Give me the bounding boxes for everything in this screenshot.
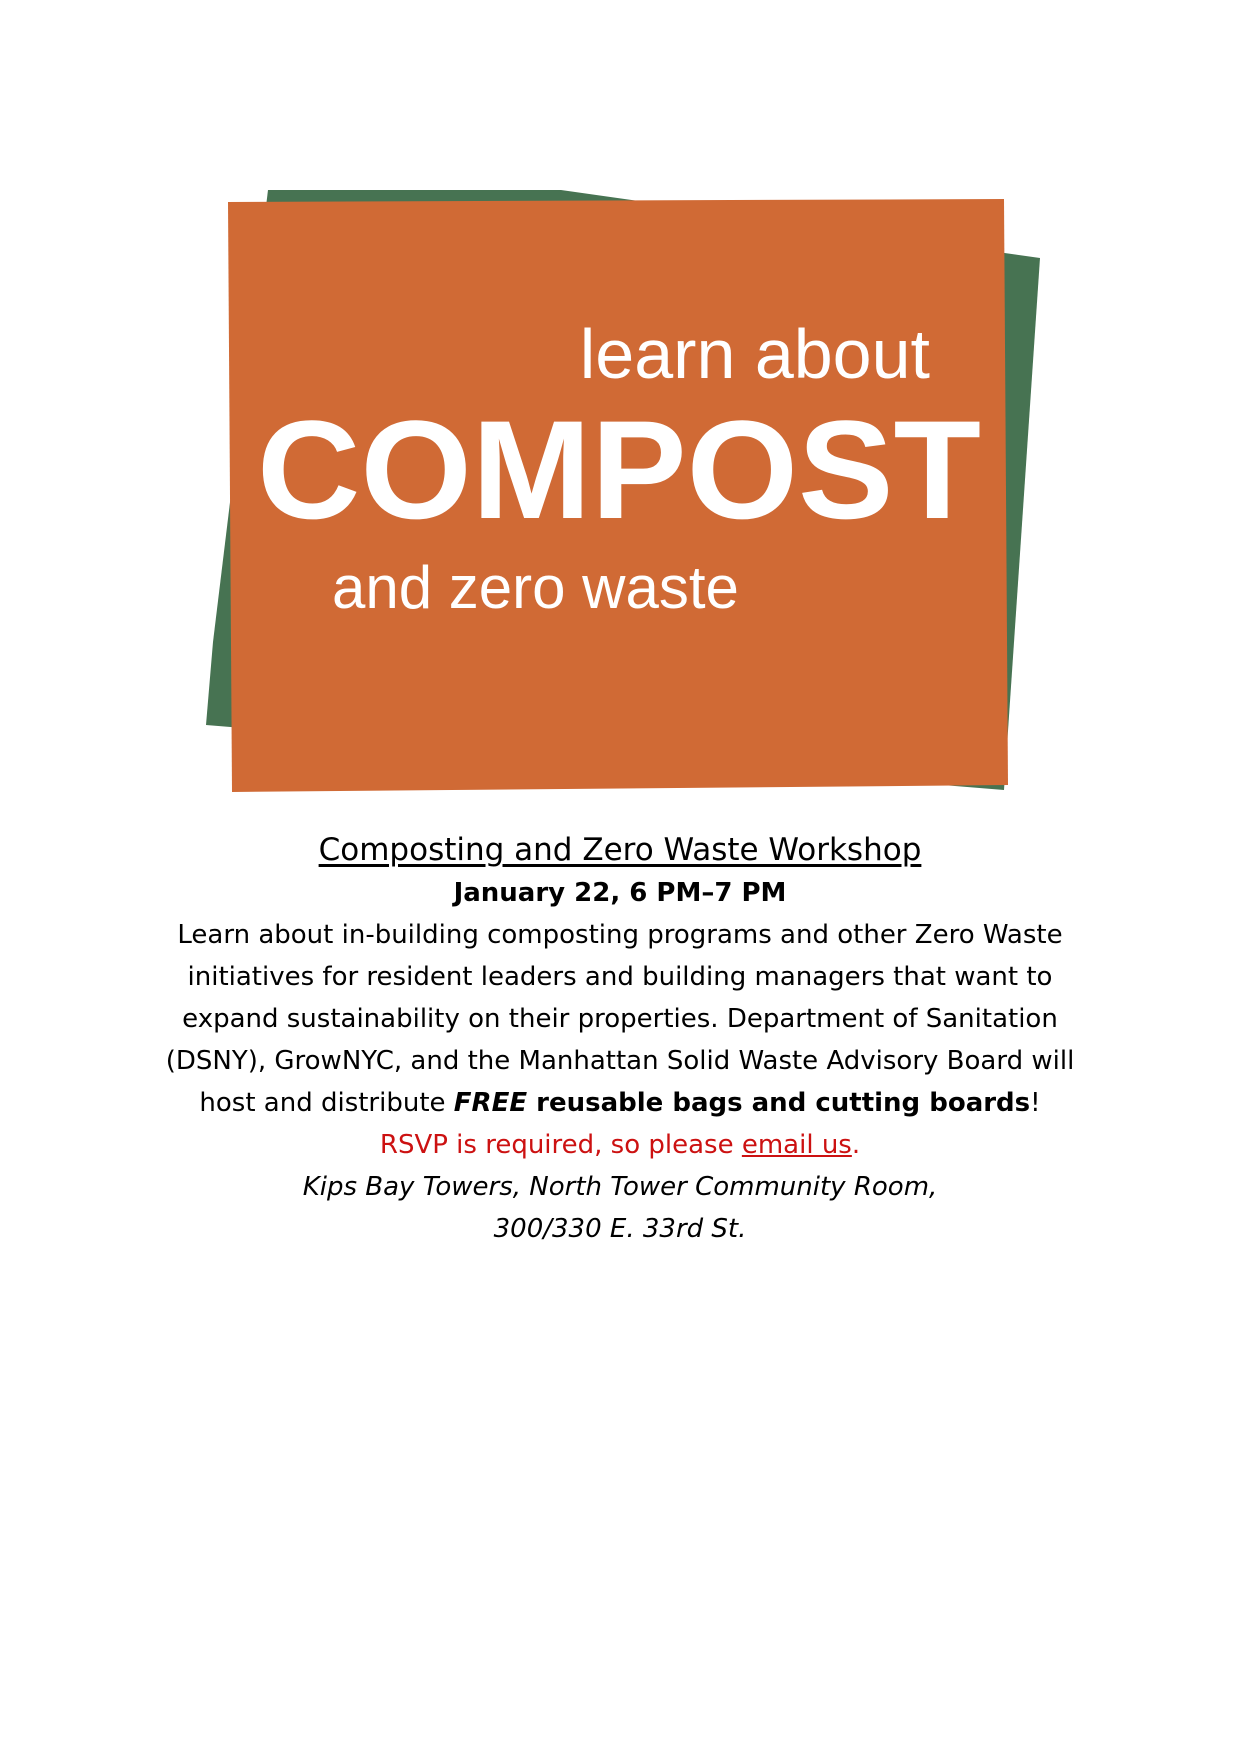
- giveaway-text: reusable bags and cutting boards: [527, 1088, 1031, 1118]
- description-text: Learn about in-building composting programs and other Zero Waste initiatives for resident leaders and building managers that want to expand sustainability on their properties. Department of Sanitation (DSNY), GrowNYC, and the Manhattan Solid Waste Advisory Board will host and distribute: [165, 920, 1075, 1118]
- email-us-link[interactable]: email us: [741, 1130, 852, 1160]
- rsvp-text: RSVP is required, so please: [379, 1130, 742, 1160]
- logo-line-zero-waste: and zero waste: [332, 554, 739, 621]
- event-description: [140, 914, 1100, 1124]
- rsvp-line: [0, 1124, 1240, 1166]
- compost-logo: [0, 0, 1240, 820]
- exclamation-mark: !: [1030, 1088, 1041, 1118]
- logo-line-compost: COMPOST: [257, 391, 981, 548]
- event-details: [0, 828, 1240, 1250]
- event-title: Composting and Zero Waste Workshop: [318, 832, 922, 868]
- rsvp-period: .: [851, 1130, 861, 1160]
- location-line-2: 300/330 E. 33rd St.: [493, 1214, 747, 1244]
- free-emphasis: FREE: [453, 1088, 528, 1118]
- logo-line-learn-about: learn about: [579, 315, 930, 393]
- event-date: January 22, 6 PM–7 PM: [453, 878, 787, 908]
- location-line-1: Kips Bay Towers, North Tower Community Room,: [302, 1172, 938, 1202]
